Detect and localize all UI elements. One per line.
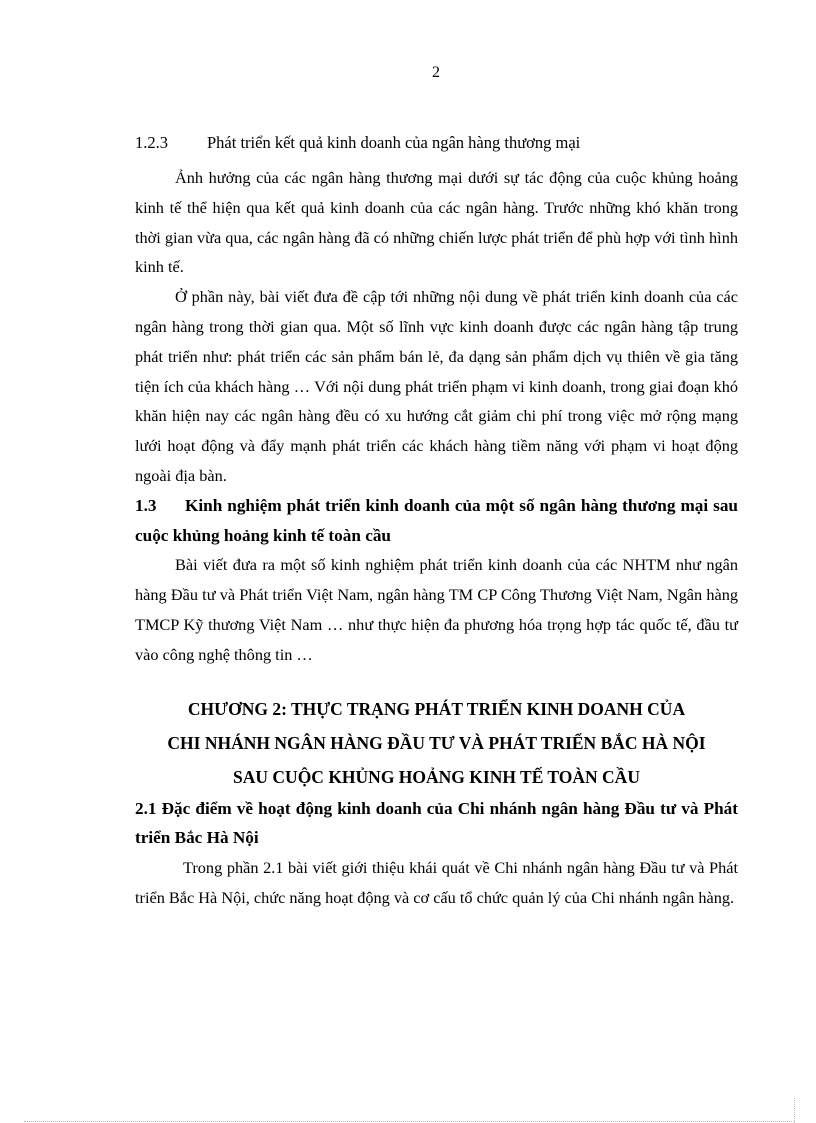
page-bottom-border — [24, 1121, 794, 1122]
paragraph: Ở phần này, bài viết đưa đề cập tới những nội dung về phát triển kinh doanh của các ngân hàng trong thời gian qua. Một số lĩnh vực kinh doanh được các ngân hàng tập trung phát triển như: phát triển các sản phẩm bán lẻ, đa dạng sản phẩm dịch vụ thiên về gia tăng tiện ích của khách hàng … Với nội dung phát triển phạm vi kinh doanh, trong giai đoạn khó khăn hiện nay các ngân hàng đều có xu hướng cắt giảm chi phí trong việc mở rộng mạng lưới hoạt động và đẩy mạnh phát triển các khách hàng tiềm năng với phạm vi hoạt động ngoài địa bàn. — [135, 287, 738, 485]
chapter-title-line: CHƯƠNG 2: THỰC TRẠNG PHÁT TRIỂN KINH DOANH CỦA — [187, 698, 686, 719]
paragraph: Trong phần 2.1 bài viết giới thiệu khái quát về Chi nhánh ngân hàng Đầu tư và Phát triển Bắc Hà Nội, chức năng hoạt động và cơ cấu tổ chức quản lý của Chi nhánh ngân hàng. — [135, 858, 738, 907]
page-number: 2 — [432, 64, 440, 81]
section-heading-1-3 — [135, 491, 738, 551]
chapter-title-line: CHI NHÁNH NGÂN HÀNG ĐẦU TƯ VÀ PHÁT TRIỂN BẮC HÀ NỘI — [167, 732, 706, 753]
section-number: 1.2.3 — [135, 133, 168, 152]
section-title: Phát triển kết quả kinh doanh của ngân hàng thương mại — [207, 133, 581, 152]
section-number: 1.3 — [135, 495, 157, 515]
section-heading-2-1: 2.1 Đặc điểm về hoạt động kinh doanh của Chi nhánh ngân hàng Đầu tư và Phát triển Bắc Hà Nội — [135, 798, 738, 848]
chapter-title — [135, 692, 738, 794]
section-heading-1-2-3 — [135, 130, 738, 156]
paragraph: Bài viết đưa ra một số kinh nghiệm phát triển kinh doanh của các NHTM như ngân hàng Đầu tư và Phát triển Việt Nam, ngân hàng TM CP Công Thương Việt Nam, Ngân hàng TMCP Kỹ thương Việt Nam … như thực hiện đa phương hóa trọng hợp tác quốc tế, đầu tư vào công nghệ thông tin … — [135, 555, 738, 664]
page-body — [135, 130, 738, 913]
page-right-border — [794, 1098, 795, 1123]
paragraph: Ảnh hưởng của các ngân hàng thương mại dưới sự tác động của cuộc khủng hoảng kinh tế thể hiện qua kết quả kinh doanh của các ngân hàng. Trước những khó khăn trong thời gian vừa qua, các ngân hàng đã có những chiến lược phát triển để phù hợp với tình hình kinh tế. — [135, 168, 738, 277]
section-title: Kinh nghiệm phát triển kinh doanh của một số ngân hàng thương mại sau cuộc khủng hoảng kinh tế toàn cầu — [135, 495, 738, 545]
chapter-title-line: SAU CUỘC KHỦNG HOẢNG KINH TẾ TOÀN CẦU — [233, 766, 640, 787]
